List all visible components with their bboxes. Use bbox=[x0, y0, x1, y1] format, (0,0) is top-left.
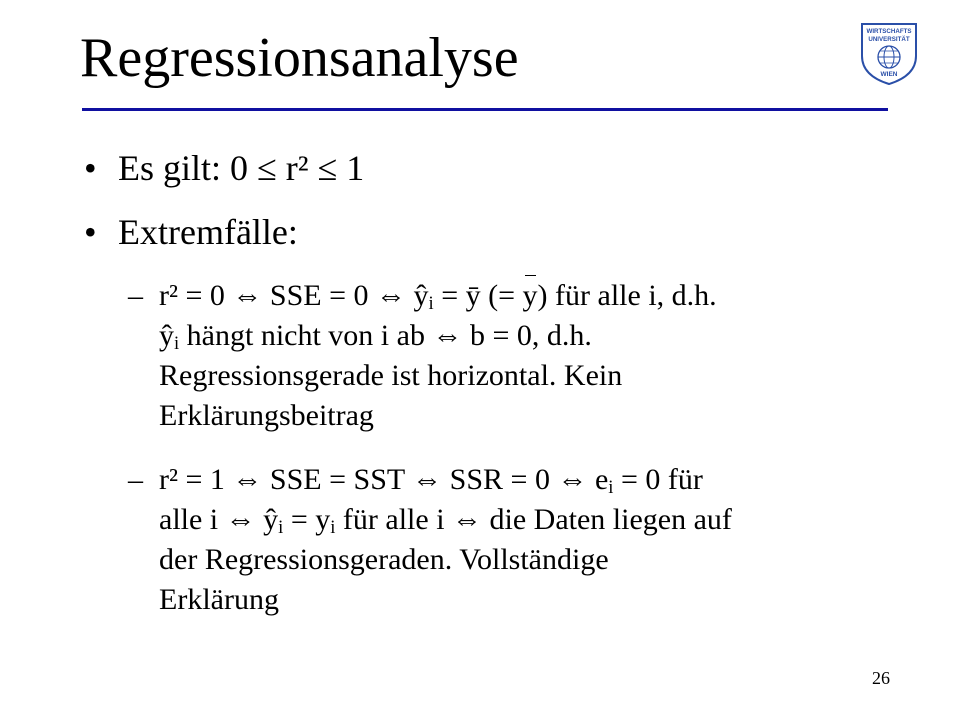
sub-item-line bbox=[128, 580, 888, 620]
slide-title: Regressionsanalyse bbox=[80, 27, 519, 89]
text-run: ŷ bbox=[159, 319, 174, 352]
text-run: Erklärungsbeitrag bbox=[159, 399, 374, 432]
subscript-index: i bbox=[174, 333, 180, 355]
text-run: alle i ⇔ ŷ bbox=[159, 503, 279, 536]
text-run: der Regressionsgeraden. Vollständige bbox=[159, 543, 609, 576]
text-run: für alle i ⇔ die Daten liegen auf bbox=[335, 503, 732, 536]
page-number: 26 bbox=[872, 668, 890, 688]
sub-item-r2-zero bbox=[128, 276, 888, 436]
logo-text-top: WIRTSCHAFTS bbox=[866, 28, 912, 35]
sub-item-marker: – bbox=[128, 279, 143, 312]
bullet-text: Es gilt: 0 ≤ r² ≤ 1 bbox=[118, 148, 365, 188]
text-run: = y bbox=[283, 503, 331, 536]
subscript-index: i bbox=[428, 293, 434, 315]
sub-item-line bbox=[128, 540, 888, 580]
sub-item-line bbox=[128, 396, 888, 436]
text-run: = bbox=[433, 279, 466, 312]
text-run: Regressionsgerade ist horizontal. Kein bbox=[159, 359, 623, 392]
text-run: (= bbox=[480, 279, 523, 312]
text-run: = 0 für bbox=[613, 463, 703, 496]
sub-item-r2-one bbox=[128, 460, 888, 620]
sub-item-line bbox=[128, 316, 888, 356]
bullet-text: Extremfälle: bbox=[118, 212, 298, 252]
sub-item-line bbox=[128, 276, 888, 316]
bullet-item-2 bbox=[84, 210, 298, 254]
bullet-item-1 bbox=[84, 146, 364, 190]
bullet-marker: • bbox=[84, 148, 97, 188]
sub-item-marker: – bbox=[128, 463, 143, 496]
text-run: ) für alle i, d.h. bbox=[537, 279, 717, 312]
bullet-marker: • bbox=[84, 212, 97, 252]
subscript-index: i bbox=[608, 477, 614, 499]
logo-text-middle: UNIVERSITÄT bbox=[868, 36, 910, 43]
sub-item-line bbox=[128, 460, 888, 500]
text-run: Erklärung bbox=[159, 583, 279, 616]
text-run: r² = 0 ⇔ SSE = 0 ⇔ ŷ bbox=[159, 279, 429, 312]
overlined-symbol: y bbox=[523, 276, 538, 316]
subscript-index: i bbox=[330, 517, 336, 539]
text-run: r² = 1 ⇔ SSE = SST ⇔ SSR = 0 ⇔ e bbox=[159, 463, 609, 496]
text-run: hängt nicht von i ab ⇔ b = 0, d.h. bbox=[179, 319, 592, 352]
text-run: ȳ bbox=[465, 279, 481, 312]
logo-text-bottom: WIEN bbox=[880, 71, 898, 78]
sub-item-line bbox=[128, 356, 888, 396]
subscript-index: i bbox=[278, 517, 284, 539]
sub-item-line bbox=[128, 500, 888, 540]
